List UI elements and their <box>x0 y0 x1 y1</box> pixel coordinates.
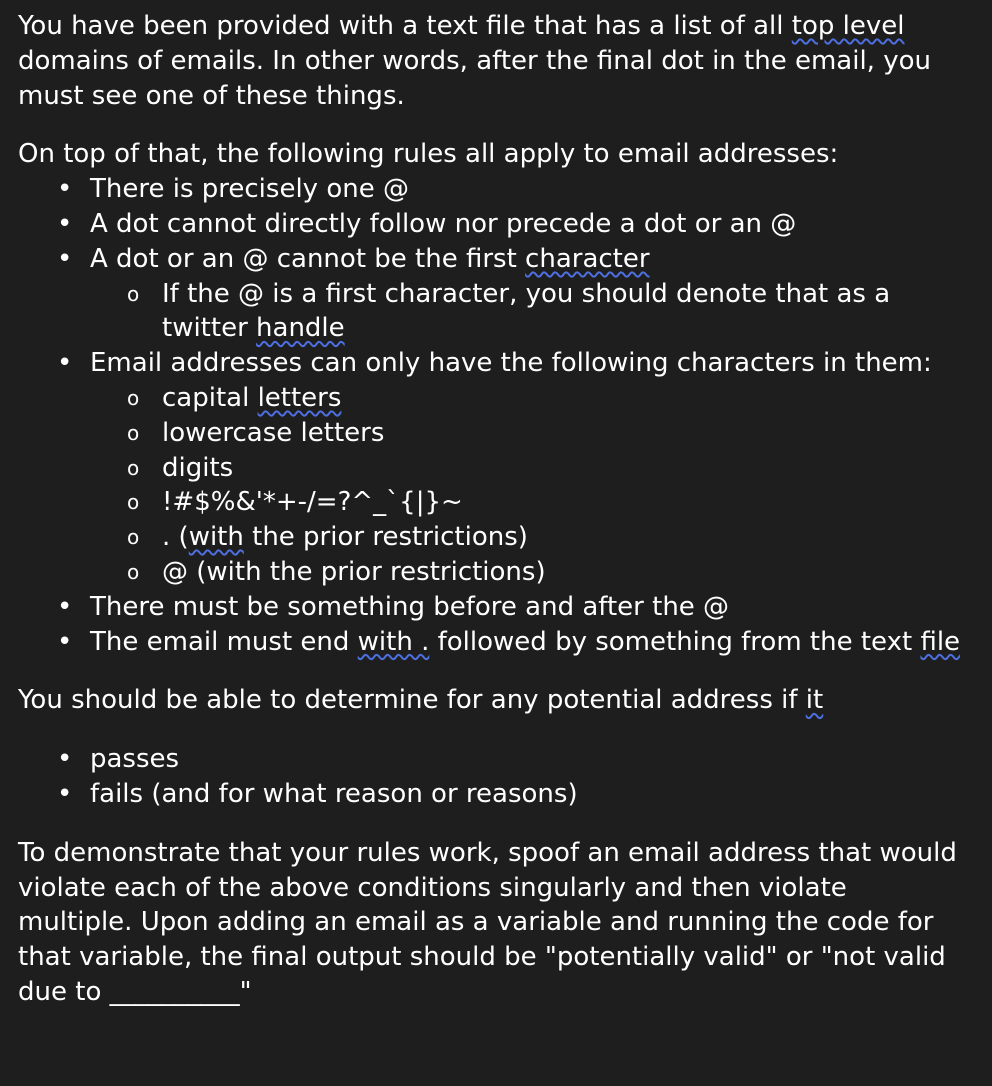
rule-item <box>57 625 968 660</box>
sub-item-text: !#$%&'*+-/=?^_`{|}~ <box>162 487 463 518</box>
sub-item <box>127 555 968 590</box>
demo-paragraph: To demonstrate that your rules work, spoof an email address that would violate each of the above conditions singularly and then violate multiple. Upon adding an email as a variable and running the code for that variable, the final output should be "potentially valid" or "not valid due to __________" <box>18 837 957 1007</box>
spellcheck-word-it[interactable]: it <box>805 685 824 716</box>
rule-text: The email must end <box>90 626 358 657</box>
spellcheck-word-with[interactable]: with <box>188 522 244 553</box>
sub-item <box>127 520 968 555</box>
outcome-item <box>57 777 968 812</box>
outcome-text: passes <box>90 744 180 775</box>
sub-item-text: If the @ is a first character, you should denote that as a twitter <box>162 278 891 344</box>
sub-item <box>127 416 968 451</box>
document-body <box>18 9 968 1010</box>
bullet-dot-icon: • <box>57 174 73 205</box>
spellcheck-word-top-level[interactable]: top level <box>791 11 905 41</box>
spellcheck-word-handle[interactable]: handle <box>256 313 345 344</box>
bullet-dot-icon: • <box>57 626 73 657</box>
spellcheck-word-character[interactable]: character <box>525 243 650 274</box>
bullet-circle-icon: o <box>127 281 140 306</box>
sub-item <box>127 451 968 486</box>
rule-item <box>57 207 968 242</box>
rules-list <box>18 172 968 659</box>
rule-text: Email addresses can only have the following characters in them: <box>90 348 932 379</box>
sub-item-text-rest: the prior restrictions) <box>243 522 528 553</box>
bullet-dot-icon: • <box>57 591 73 622</box>
outcomes-list <box>18 742 968 812</box>
sub-item-text: digits <box>162 452 234 483</box>
bullet-dot-icon: • <box>57 778 73 809</box>
spellcheck-word-letters[interactable]: letters <box>257 382 342 413</box>
determine-paragraph <box>18 683 968 718</box>
sub-item <box>127 485 968 520</box>
rule-text: There is precisely one @ <box>90 174 409 205</box>
sub-item <box>127 381 968 416</box>
sub-item-text: lowercase letters <box>162 417 385 448</box>
sub-list <box>90 381 968 590</box>
rule-text: A dot or an @ cannot be the first <box>90 243 526 274</box>
rule-item <box>57 590 968 625</box>
rule-item <box>57 346 968 590</box>
bullet-circle-icon: o <box>127 420 140 445</box>
bullet-dot-icon: • <box>57 208 73 239</box>
intro-text-rest: domains of emails. In other words, after the final dot in the email, you must see one of these things. <box>18 45 931 111</box>
bullet-circle-icon: o <box>127 490 140 515</box>
bullet-dot-icon: • <box>57 348 73 379</box>
outcome-item <box>57 742 968 777</box>
rule-text-middle: followed by something from the text <box>429 626 921 657</box>
intro-text: You have been provided with a text file that has a list of all <box>18 11 792 41</box>
bullet-dot-icon: • <box>57 744 73 775</box>
rule-text: There must be something before and after the @ <box>90 591 730 622</box>
spellcheck-word-file[interactable]: file <box>920 626 961 657</box>
rule-item <box>57 242 968 346</box>
sub-item-text: @ (with the prior restrictions) <box>162 556 546 587</box>
bullet-circle-icon: o <box>127 385 140 410</box>
rules-heading: On top of that, the following rules all apply to email addresses: <box>18 139 839 170</box>
rule-item <box>57 172 968 207</box>
bullet-circle-icon: o <box>127 525 140 550</box>
sub-item <box>127 277 968 347</box>
rule-text: A dot cannot directly follow nor precede a dot or an @ <box>90 208 797 239</box>
sub-item-text: . ( <box>162 522 189 553</box>
spellcheck-word-with-dot[interactable]: with . <box>357 626 430 657</box>
sub-list <box>90 277 968 347</box>
sub-item-text: capital <box>162 382 258 413</box>
bullet-circle-icon: o <box>127 455 140 480</box>
bullet-dot-icon: • <box>57 243 73 274</box>
intro-paragraph <box>18 9 968 113</box>
determine-text: You should be able to determine for any potential address if <box>18 685 806 716</box>
outcome-text: fails (and for what reason or reasons) <box>90 778 578 809</box>
bullet-circle-icon: o <box>127 559 140 584</box>
